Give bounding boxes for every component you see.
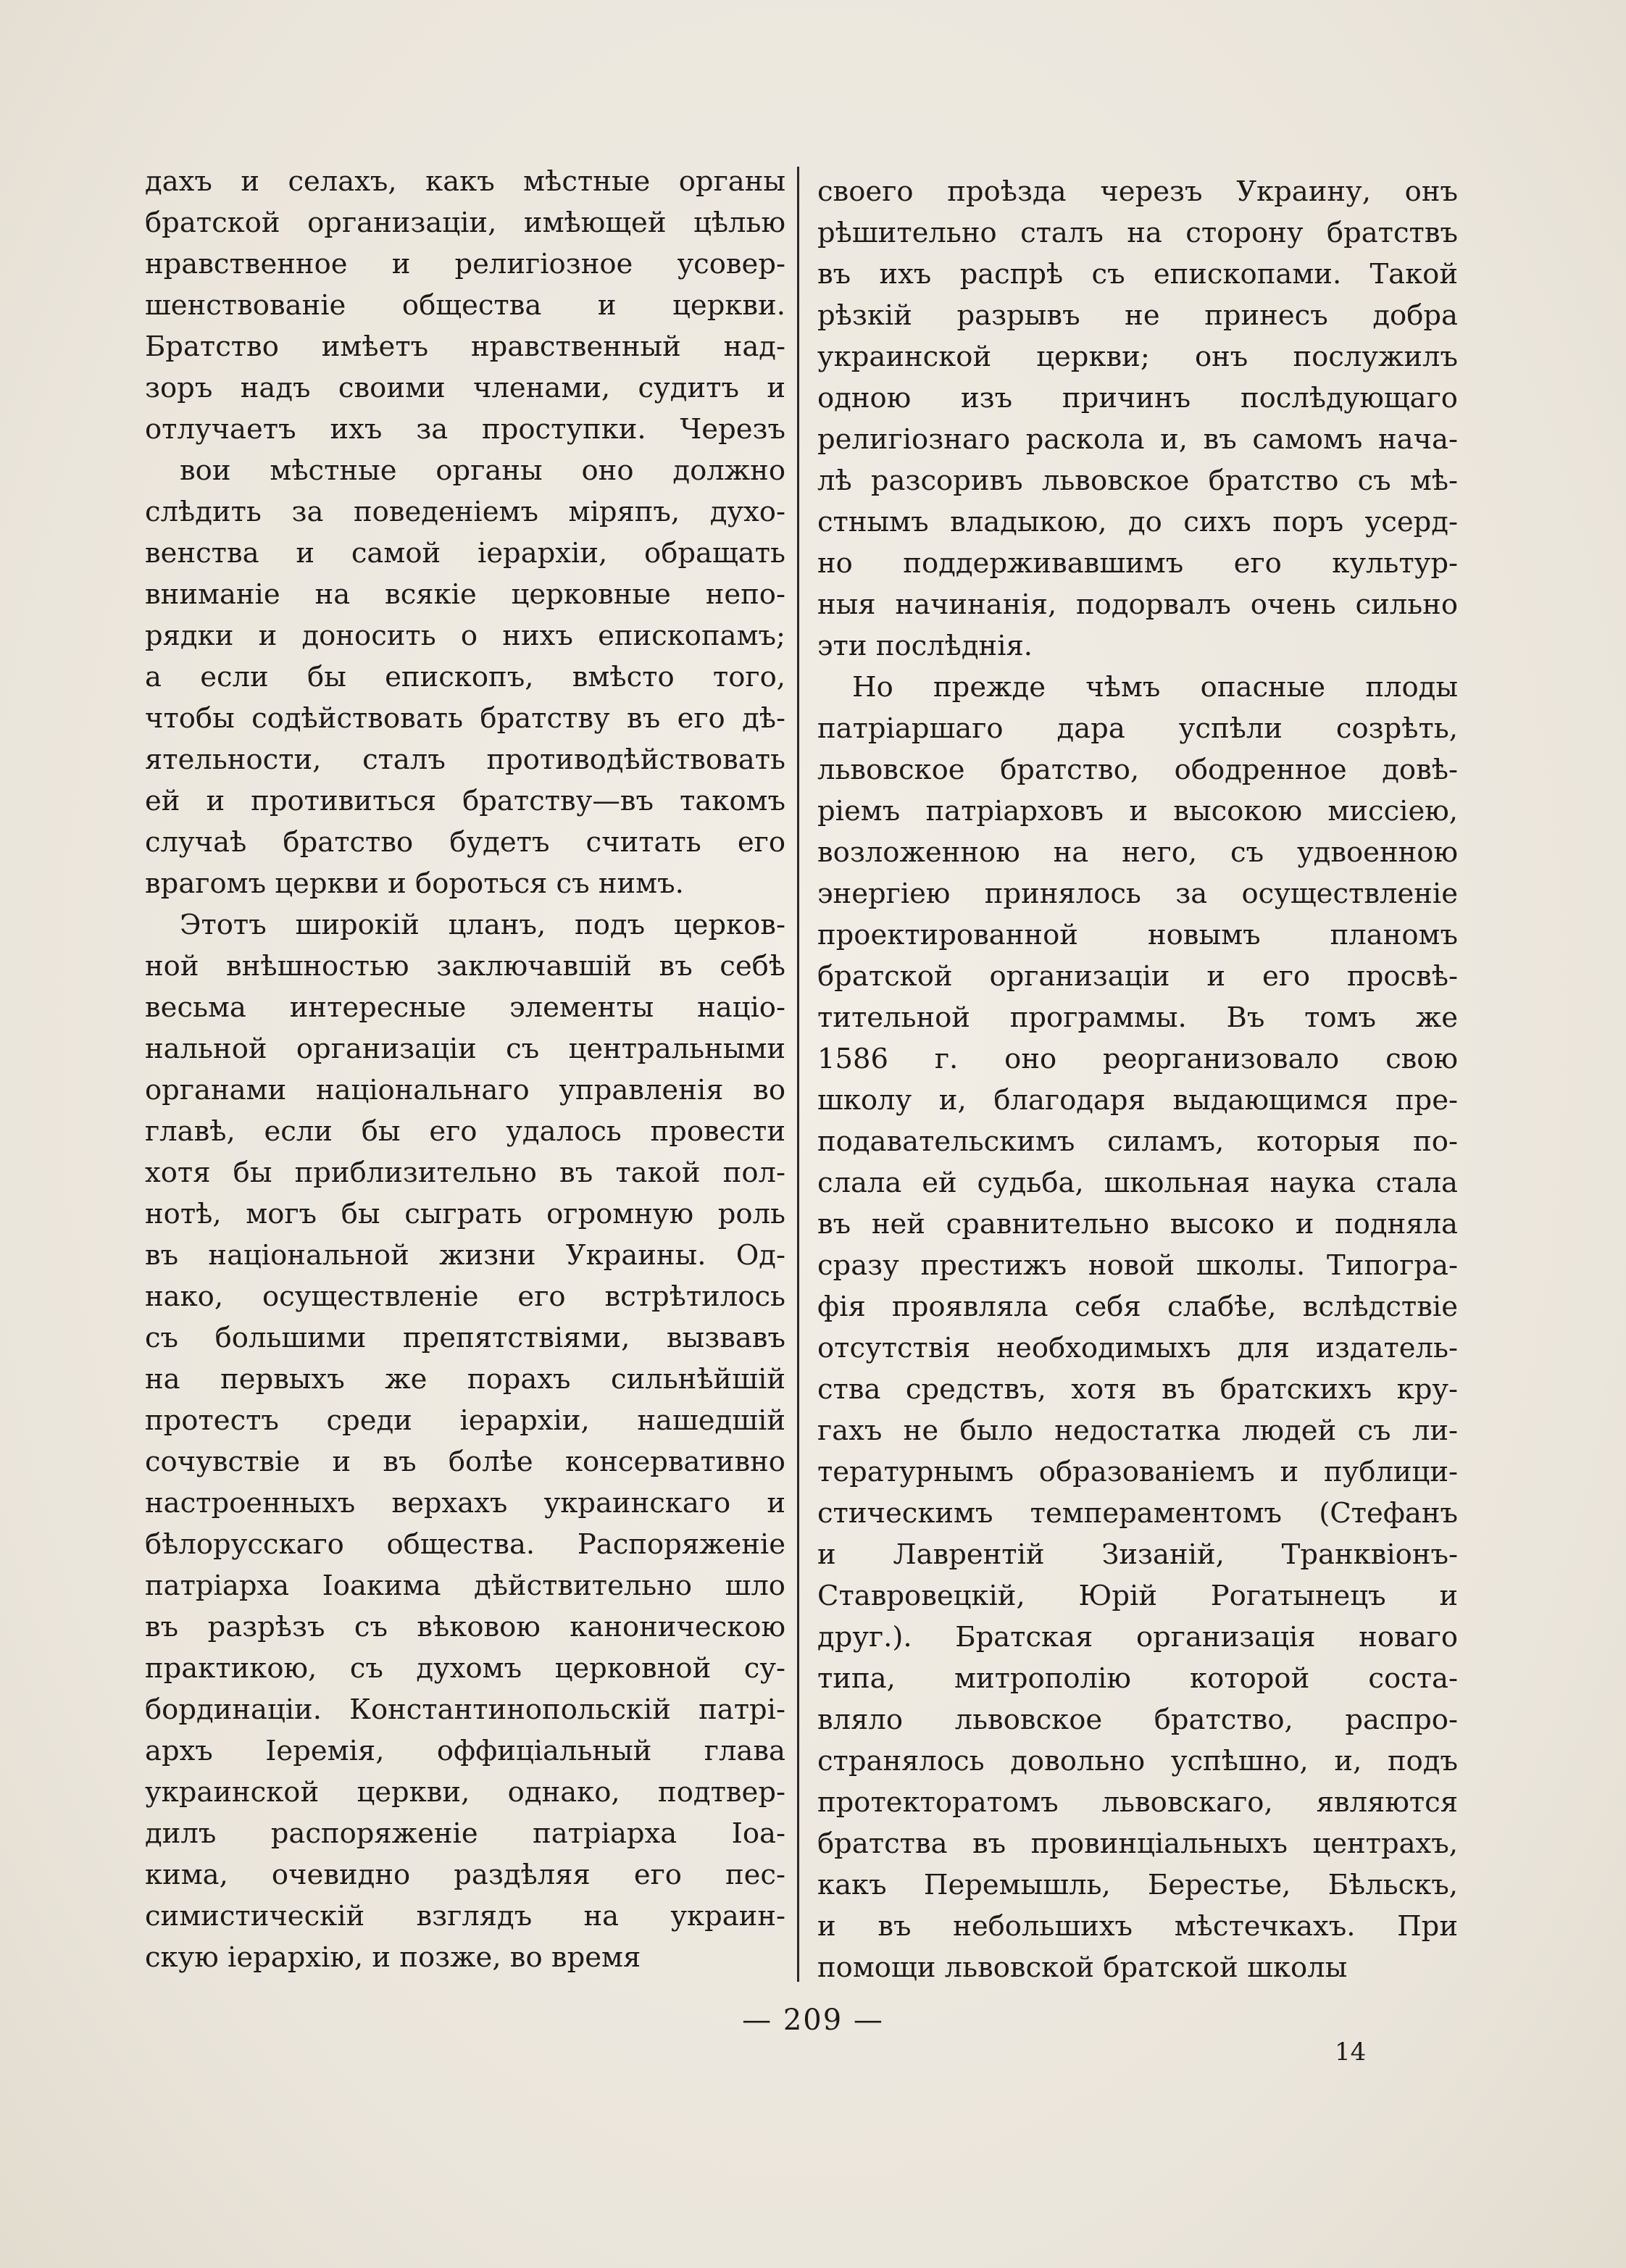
text-line: рядки и доносить о нихъ епископамъ; [145, 620, 785, 652]
text-line: ныя начинанія, подорвалъ очень сильно [817, 588, 1458, 621]
text-line: тительной программы. Въ томъ же [817, 1001, 1458, 1034]
text-line: случаѣ братство будетъ считать его [145, 826, 785, 859]
text-line: ей и противиться братству—въ такомъ [145, 785, 785, 817]
text-line: хотя бы приблизительно въ такой пол- [145, 1156, 785, 1189]
text-line: бѣлорусскаго общества. Распоряженіе [145, 1528, 785, 1561]
text-line: Но прежде чѣмъ опасные плоды [852, 671, 1458, 704]
text-line: стнымъ владыкою, до сихъ поръ усерд- [817, 506, 1458, 538]
text-line: и въ небольшихъ мѣстечкахъ. При [817, 1910, 1458, 1943]
text-line: кима, очевидно раздѣляя его пес- [145, 1859, 785, 1891]
text-line: рѣшительно сталъ на сторону братствъ [817, 217, 1458, 249]
text-line: Ставровецкій, Юрій Рогатынецъ и [817, 1580, 1458, 1612]
text-line: сочувствіе и въ болѣе консервативно [145, 1446, 785, 1478]
text-line: 1586 г. оно реорганизовало свою [817, 1043, 1458, 1075]
text-line: нотѣ, могъ бы сыграть огромную роль [145, 1198, 785, 1230]
text-line: протекторатомъ львовскаго, являются [817, 1786, 1458, 1819]
text-line: зоръ надъ своими членами, судитъ и [145, 372, 785, 404]
text-line: типа, митрополію которой соста- [817, 1662, 1458, 1695]
text-line: весьма интересные элементы націо- [145, 991, 785, 1024]
text-line: вляло львовское братство, распро- [817, 1704, 1458, 1736]
text-line: львовское братство, ободренное довѣ- [817, 754, 1458, 786]
text-line: лѣ разсоривъ львовское братство съ мѣ- [817, 464, 1458, 497]
text-line: патріаршаго дара успѣли созрѣть, [817, 712, 1458, 745]
text-line: нравственное и религіозное усовер- [145, 248, 785, 280]
text-line: украинской церкви; онъ послужилъ [817, 341, 1458, 373]
text-line: Этотъ широкій цланъ, подъ церков- [180, 909, 785, 941]
text-line: ной внѣшностью заключавшій въ себѣ [145, 950, 785, 983]
text-line: сразу престижъ новой школы. Типогра- [817, 1249, 1458, 1282]
text-line: въ ихъ распрѣ съ епископами. Такой [817, 258, 1458, 291]
text-line: врагомъ церкви и бороться съ нимъ. [145, 867, 684, 900]
text-line: главѣ, если бы его удалось провести [145, 1115, 785, 1148]
text-line: рѣзкій разрывъ не принесъ добра [817, 299, 1458, 332]
text-line: братства въ провинціальныхъ центрахъ, [817, 1827, 1458, 1860]
text-line: органами національнаго управленія во [145, 1074, 785, 1106]
text-line: вниманіе на всякіе церковные непо- [145, 578, 785, 611]
text-line: религіознаго раскола и, въ самомъ нача- [817, 423, 1458, 456]
text-line: ятельности, сталъ противодѣйствовать [145, 743, 785, 776]
text-line: а если бы епископъ, вмѣсто того, [145, 661, 785, 693]
page-number: — 209 — [742, 2004, 884, 2037]
text-line: шенствованіе общества и церкви. [145, 289, 785, 322]
text-line: нальной организаціи съ центральными [145, 1033, 785, 1065]
text-line: гахъ не было недостатка людей съ ли- [817, 1414, 1458, 1447]
text-line: возложенною на него, съ удвоенною [817, 836, 1458, 869]
text-line: странялось довольно успѣшно, и, подъ [817, 1745, 1458, 1777]
text-line: въ національной жизни Украины. Од- [145, 1239, 785, 1272]
text-line: симистическій взглядъ на украин- [145, 1900, 785, 1933]
text-line: архъ Іеремія, оффиціальный глава [145, 1735, 785, 1767]
text-line: слѣдить за поведеніемъ міряпъ, духо- [145, 496, 785, 528]
text-line: нако, осуществленіе его встрѣтилось [145, 1280, 785, 1313]
text-line: украинской церкви, однако, подтвер- [145, 1776, 785, 1809]
text-line: эти послѣднія. [817, 630, 1033, 662]
text-line: помощи львовской братской школы [817, 1951, 1348, 1984]
right-text-column [817, 171, 1458, 1988]
text-line: чтобы содѣйствовать братству въ его дѣ- [145, 702, 785, 735]
left-text-column [145, 161, 785, 1978]
text-line: одною изъ причинъ послѣдующаго [817, 382, 1458, 414]
signature-mark: 14 [1335, 2038, 1367, 2067]
text-line: въ разрѣзъ съ вѣковою каноническою [145, 1611, 785, 1643]
text-line: своего проѣзда черезъ Украину, онъ [817, 175, 1458, 208]
text-line: настроенныхъ верхахъ украинскаго и [145, 1487, 785, 1519]
text-line: патріарха Іоакима дѣйствительно шло [145, 1569, 785, 1602]
text-line: протестъ среди іерархіи, нашедшій [145, 1404, 785, 1437]
column-divider [797, 167, 799, 1982]
text-line: ріемъ патріарховъ и высокою миссіею, [817, 795, 1458, 827]
text-line: проектированной новымъ планомъ [817, 919, 1458, 951]
text-line: съ большими препятствіями, вызвавъ [145, 1322, 785, 1354]
text-line: друг.). Братская организація новаго [817, 1621, 1458, 1654]
text-line: отлучаетъ ихъ за проступки. Черезъ [145, 413, 785, 446]
text-line: подавательскимъ силамъ, которыя по- [817, 1125, 1458, 1158]
text-line: и Лаврентій Зизаній, Транквіонъ- [817, 1538, 1458, 1571]
text-line: братской организаціи и его просвѣ- [817, 960, 1458, 993]
text-line: венства и самой іерархіи, обращать [145, 537, 785, 570]
text-line: ства средствъ, хотя въ братскихъ кру- [817, 1373, 1458, 1406]
text-line: дахъ и селахъ, какъ мѣстные органы [145, 165, 785, 198]
text-line: школу и, благодаря выдающимся пре- [817, 1084, 1458, 1117]
text-line: вои мѣстные органы оно должно [180, 454, 785, 487]
text-line: фія проявляла себя слабѣе, вслѣдствіе [817, 1291, 1458, 1323]
text-line: бординаціи. Константинопольскій патрі- [145, 1693, 785, 1726]
text-line: отсутствія необходимыхъ для издатель- [817, 1332, 1458, 1364]
text-line: но поддерживавшимъ его культур- [817, 547, 1458, 580]
text-line: въ ней сравнительно высоко и подняла [817, 1208, 1458, 1241]
text-line: практикою, съ духомъ церковной су- [145, 1652, 785, 1685]
text-line: дилъ распоряженіе патріарха Іоа- [145, 1817, 785, 1850]
text-line: энергіею принялось за осуществленіе [817, 877, 1458, 910]
text-line: стическимъ темпераментомъ (Стефанъ [817, 1497, 1458, 1530]
text-line: на первыхъ же порахъ сильнѣйшій [145, 1363, 785, 1396]
text-line: какъ Перемышль, Берестье, Бѣльскъ, [817, 1869, 1458, 1901]
text-line: Братство имѣетъ нравственный над- [145, 330, 785, 363]
text-line: тературнымъ образованіемъ и публици- [817, 1456, 1458, 1488]
text-line: скую іерархію, и позже, во время [145, 1941, 641, 1974]
text-line: братской организаціи, имѣющей цѣлью [145, 207, 785, 239]
text-line: слала ей судьба, школьная наука стала [817, 1167, 1458, 1199]
